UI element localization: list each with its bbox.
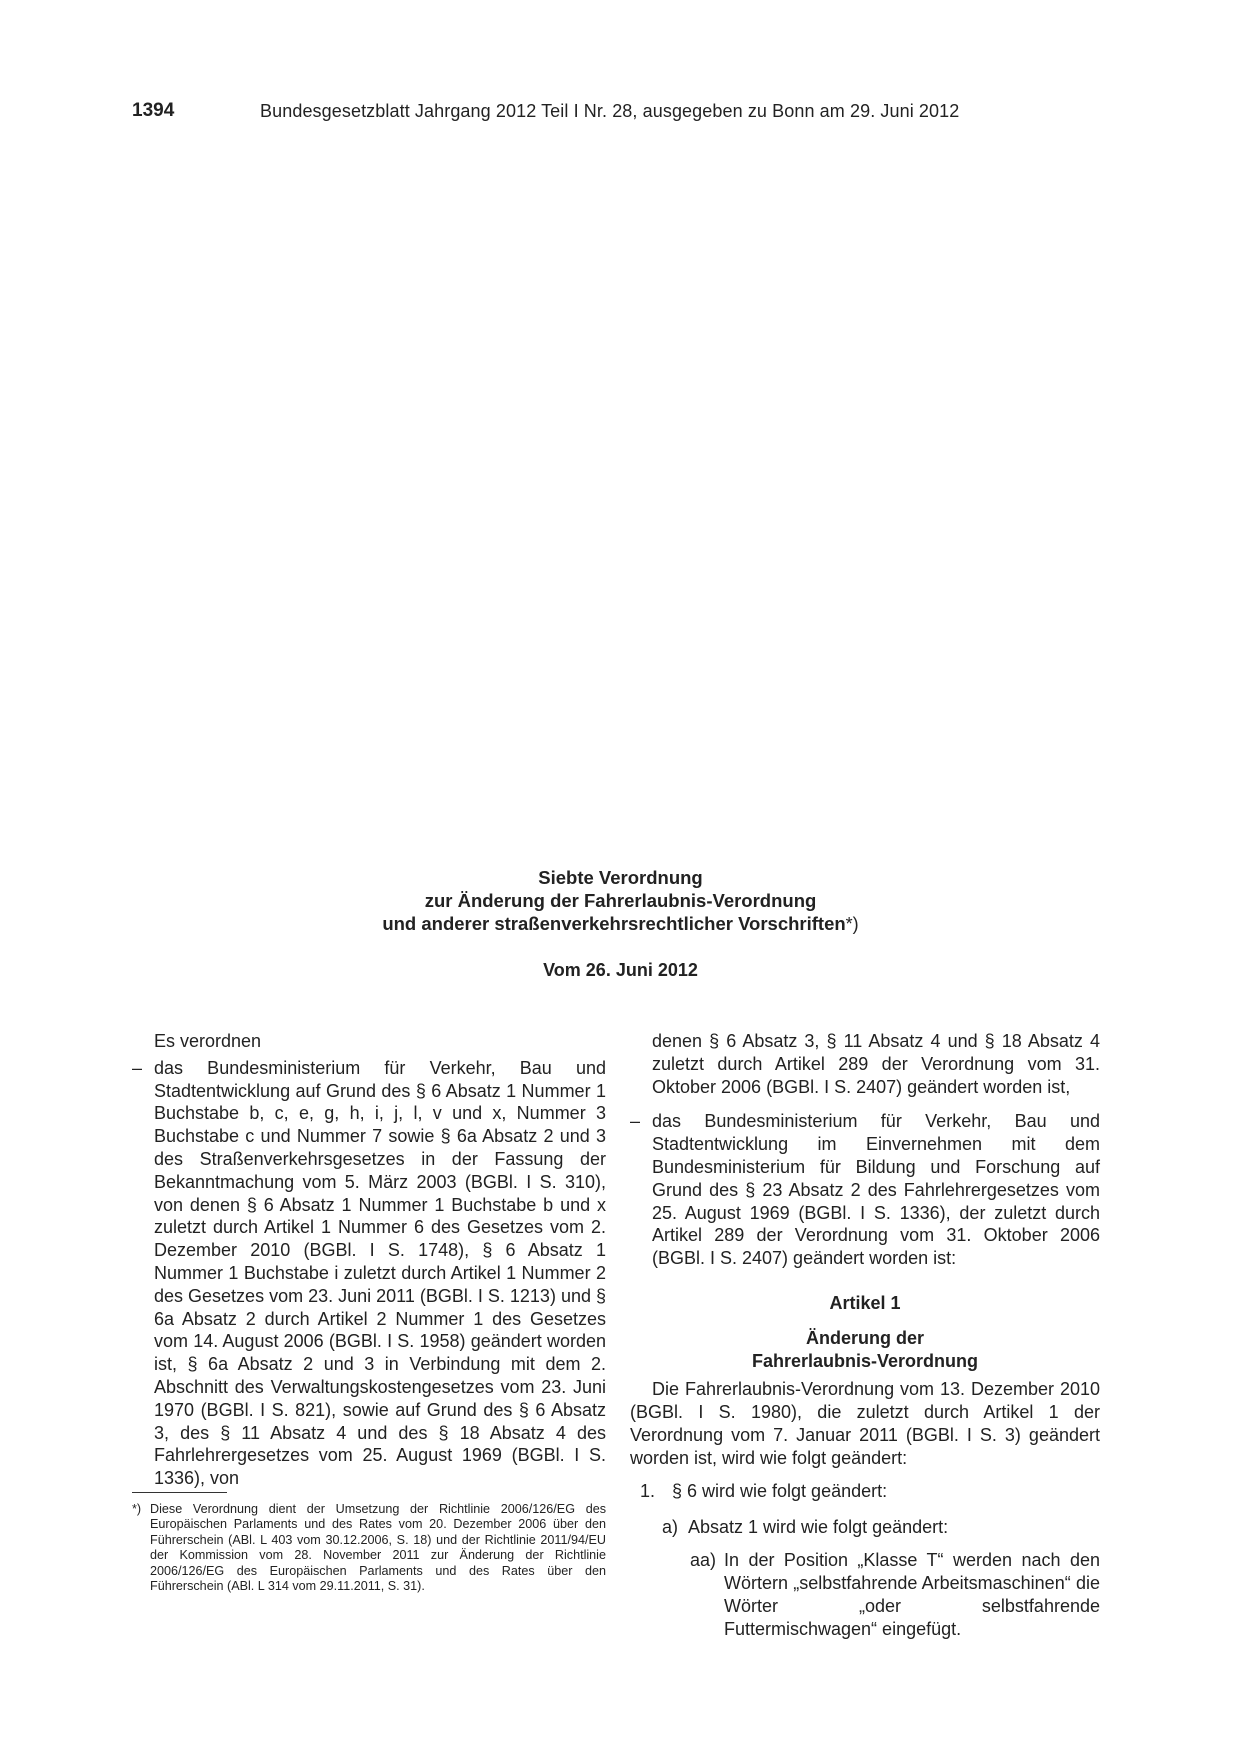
- amendment-item-a: [662, 1516, 1100, 1539]
- list-item-ministry-2: [630, 1110, 1100, 1270]
- title-line-2: zur Änderung der Fahrerlaubnis-Verordnung: [424, 890, 817, 911]
- list-item-text: das Bundesministerium für Verkehr, Bau und Stadtentwicklung auf Grund des § 6 Absatz 1 Nummer 1 Buchstabe b, c, e, g, h, i, j, l, v und x, Nummer 3 Buchstabe c und Nummer 7 sowie § 6a Absatz 2 und 3 des Straßenverkehrsgesetzes in der Fassung der Bekanntmachung vom 5. März 2003 (BGBl. I S. 310), von denen § 6 Absatz 1 Nummer 1 Buchstabe b und x zuletzt durch Artikel 1 Nummer 6 des Gesetzes vom 2. Dezember 2010 (BGBl. I S. 1748), § 6 Absatz 1 Nummer 1 Buchstabe i zuletzt durch Artikel 1 Nummer 2 des Gesetzes vom 23. Juni 2011 (BGBl. I S. 1213) und § 6a Absatz 2 durch Artikel 2 Nummer 1 des Gesetzes vom 14. August 2006 (BGBl. I S. 1958) geändert worden ist, § 6a Absatz 2 und 3 in Verbindung mit dem 2. Abschnitt des Verwaltungskostengesetzes vom 23. Juni 1970 (BGBl. I S. 821), sowie auf Grund des § 6 Absatz 3, des § 11 Absatz 4 und des § 18 Absatz 4 des Fahrlehrergesetzes vom 25. August 1969 (BGBl. I S. 1336), von: [154, 1057, 606, 1489]
- article-title-line-1: Änderung der: [805, 1327, 924, 1348]
- article-heading: Artikel 1: [829, 1292, 901, 1313]
- title-line-1: Siebte Verordnung: [538, 867, 703, 888]
- footnote-divider: [132, 1492, 227, 1493]
- item-text: In der Position „Klasse T“ werden nach den Wörtern „selbstfahrende Arbeitsmaschinen“ die Wörter „oder selbstfahrende Futtermischwagen“ eingefügt.: [724, 1550, 1100, 1639]
- item-letter: a): [662, 1517, 679, 1538]
- issue-date: Vom 26. Juni 2012: [543, 960, 698, 980]
- dash-marker: –: [132, 1057, 143, 1078]
- intro-text: Es verordnen: [154, 1031, 262, 1051]
- amendment-item-aa: [690, 1549, 1100, 1640]
- article-paragraph: Die Fahrerlaubnis-Verordnung vom 13. Dezember 2010 (BGBl. I S. 1980), die zuletzt durch Artikel 1 der Verordnung vom 7. Januar 2011 (BGBl. I S. 3) geändert worden ist, wird wie folgt geändert:: [630, 1379, 1100, 1468]
- left-column: [132, 1030, 606, 1490]
- article-title-line-2: Fahrerlaubnis-Verordnung: [751, 1350, 979, 1371]
- title-line-3-text: und anderer straßenverkehrsrechtlicher Vorschriften: [382, 913, 846, 934]
- item-letter: aa): [690, 1550, 717, 1571]
- amendment-item-1: [640, 1480, 1100, 1503]
- footnote-text: Diese Verordnung dient der Umsetzung der Richtlinie 2006/126/EG des Europäischen Parlaments und des Rates vom 20. Dezember 2006 über den Führerschein (ABl. L 403 vom 30.12.2006, S. 18) und der Richtlinie 2011/94/EU der Kommission vom 28. November 2011 zur Änderung der Richtlinie 2006/126/EG des Europäischen Parlaments und des Rates über den Führerschein (ABl. L 314 vom 29.11.2011, S. 31).: [150, 1502, 606, 1594]
- footnote-mark: *): [132, 1502, 142, 1516]
- article-title: [630, 1327, 1100, 1373]
- running-header: Bundesgesetzblatt Jahrgang 2012 Teil I Nr. 28, ausgegeben zu Bonn am 29. Juni 2012: [260, 101, 960, 121]
- title-footnote-ref: *): [845, 914, 859, 934]
- title-line-3: [0, 912, 1241, 936]
- list-item-text: das Bundesministerium für Verkehr, Bau und Stadtentwicklung im Einvernehmen mit dem Bundesministerium für Bildung und Forschung auf Grund des § 23 Absatz 2 des Fahrlehrergesetzes vom 25. August 1969 (BGBl. I S. 1336), der zuletzt durch Artikel 289 der Verordnung vom 31. Oktober 2006 (BGBl. I S. 2407) geändert worden ist:: [652, 1111, 1100, 1269]
- page-number: 1394: [132, 100, 175, 121]
- item-number: 1.: [640, 1480, 656, 1501]
- item-text: § 6 wird wie folgt geändert:: [672, 1480, 888, 1501]
- right-column: [630, 1030, 1100, 1640]
- document-title: [0, 866, 1241, 936]
- item-text: Absatz 1 wird wie folgt geändert:: [688, 1517, 949, 1538]
- footnote: [132, 1502, 606, 1594]
- dash-marker: –: [630, 1111, 641, 1132]
- list-item-ministry-1-continued: denen § 6 Absatz 3, § 11 Absatz 4 und § 18 Absatz 4 zuletzt durch Artikel 289 der Verordnung vom 31. Oktober 2006 (BGBl. I S. 2407) geändert worden ist,: [652, 1031, 1100, 1097]
- list-item-ministry-1: [132, 1057, 606, 1490]
